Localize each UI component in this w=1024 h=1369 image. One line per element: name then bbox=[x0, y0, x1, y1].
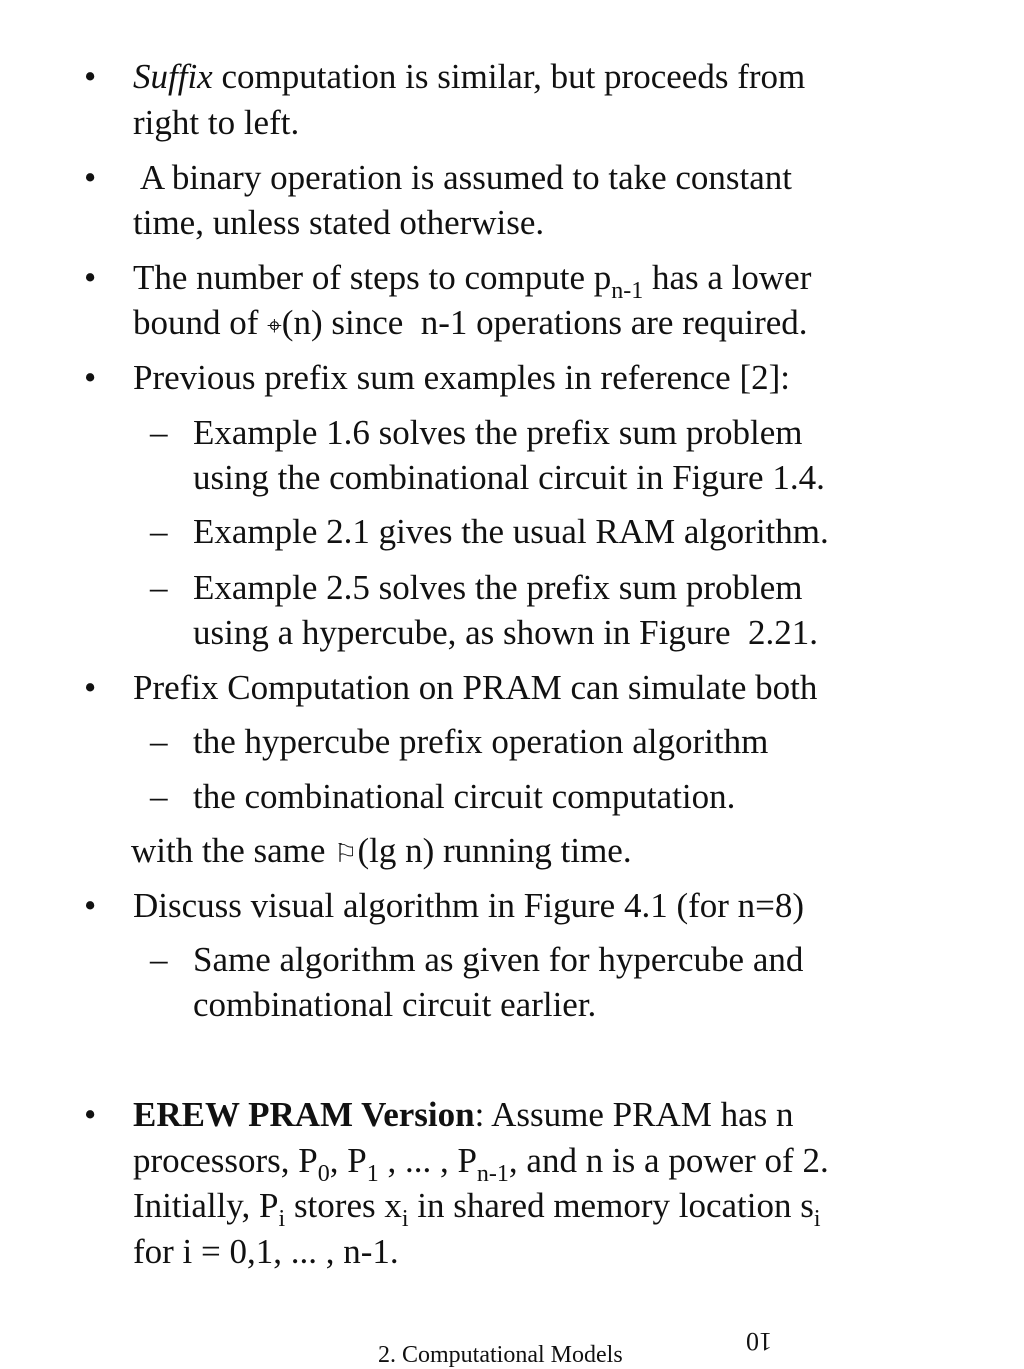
bullet-marker: • bbox=[84, 258, 97, 297]
erew-text: processors, P bbox=[133, 1141, 318, 1180]
bullet-marker: • bbox=[84, 358, 97, 397]
previous-line: Previous prefix sum examples in reference [2]: bbox=[133, 358, 790, 397]
bullet-marker: • bbox=[84, 158, 97, 197]
subscript: n-1 bbox=[476, 1161, 509, 1187]
example-2-5-line-1: Example 2.5 solves the prefix sum problem bbox=[193, 568, 803, 607]
erew-text: , ... , P bbox=[378, 1141, 477, 1180]
hypercube-op-line: the hypercube prefix operation algorithm bbox=[193, 722, 769, 761]
dash-marker: – bbox=[150, 512, 168, 551]
steps-text: has a lower bbox=[643, 258, 812, 297]
subscript: n-1 bbox=[611, 278, 644, 304]
suffix-line-1 bbox=[133, 57, 805, 97]
erew-text: in shared memory location s bbox=[408, 1186, 814, 1225]
steps-text: (n) since n-1 operations are required. bbox=[281, 303, 808, 342]
erew-line-1 bbox=[133, 1095, 794, 1135]
binary-line-2: time, unless stated otherwise. bbox=[133, 203, 545, 242]
erew-text: , and n is a power of 2. bbox=[508, 1141, 829, 1180]
bullet-marker: • bbox=[84, 1095, 97, 1134]
bullet-marker: • bbox=[84, 668, 97, 707]
bullet-marker: • bbox=[84, 886, 97, 925]
suffix-word: Suffix bbox=[133, 57, 213, 96]
footer-chapter: 2. Computational Models bbox=[378, 1342, 623, 1368]
example-2-5-line-2: using a hypercube, as shown in Figure 2.21. bbox=[193, 613, 819, 652]
subscript: 1 bbox=[366, 1161, 379, 1187]
same-algorithm-line-1: Same algorithm as given for hypercube and bbox=[193, 940, 804, 979]
with-same-text: (lg n) running time. bbox=[357, 831, 632, 870]
with-same-line bbox=[131, 831, 632, 874]
erew-line-4: for i = 0,1, ... , n-1. bbox=[133, 1232, 399, 1271]
dash-marker: – bbox=[150, 722, 168, 761]
dash-marker: – bbox=[150, 940, 168, 979]
suffix-line-2: right to left. bbox=[133, 103, 300, 142]
subscript: i bbox=[278, 1206, 286, 1232]
subscript: 0 bbox=[317, 1161, 330, 1187]
example-1-6-line-1: Example 1.6 solves the prefix sum problem bbox=[193, 413, 803, 452]
steps-text: The number of steps to compute p bbox=[133, 258, 612, 297]
comb-circuit-line: the combinational circuit computation. bbox=[193, 777, 736, 816]
subscript: i bbox=[401, 1206, 409, 1232]
erew-text: : Assume PRAM has n bbox=[474, 1095, 794, 1134]
binary-line-1: A binary operation is assumed to take constant bbox=[133, 158, 793, 197]
same-algorithm-line-2: combinational circuit earlier. bbox=[193, 985, 597, 1024]
dash-marker: – bbox=[150, 413, 168, 452]
erew-text: Initially, P bbox=[133, 1186, 279, 1225]
steps-text: bound of bbox=[133, 303, 268, 342]
discuss-line: Discuss visual algorithm in Figure 4.1 (for n=8) bbox=[133, 886, 805, 925]
subscript: i bbox=[813, 1206, 821, 1232]
steps-line-2 bbox=[133, 303, 808, 346]
theta-symbol: ⚐ bbox=[334, 839, 358, 869]
erew-line-3 bbox=[133, 1186, 821, 1232]
pram-simulate-line: Prefix Computation on PRAM can simulate both bbox=[133, 668, 818, 707]
suffix-line-1-rest: computation is similar, but proceeds from bbox=[212, 57, 806, 96]
dash-marker: – bbox=[150, 777, 168, 816]
example-1-6-line-2: using the combinational circuit in Figure 1.4. bbox=[193, 458, 825, 497]
erew-text: , P bbox=[329, 1141, 367, 1180]
erew-text: stores x bbox=[285, 1186, 402, 1225]
page-number: 10 bbox=[746, 1327, 772, 1356]
with-same-text: with the same bbox=[131, 831, 335, 870]
dash-marker: – bbox=[150, 568, 168, 607]
bullet-marker: • bbox=[84, 57, 97, 96]
erew-heading: EREW PRAM Version bbox=[133, 1095, 475, 1134]
erew-line-2 bbox=[133, 1141, 829, 1187]
example-2-1-line: Example 2.1 gives the usual RAM algorithm. bbox=[193, 512, 829, 551]
steps-line-1 bbox=[133, 258, 812, 304]
theta-symbol: ⌖ bbox=[267, 311, 282, 341]
